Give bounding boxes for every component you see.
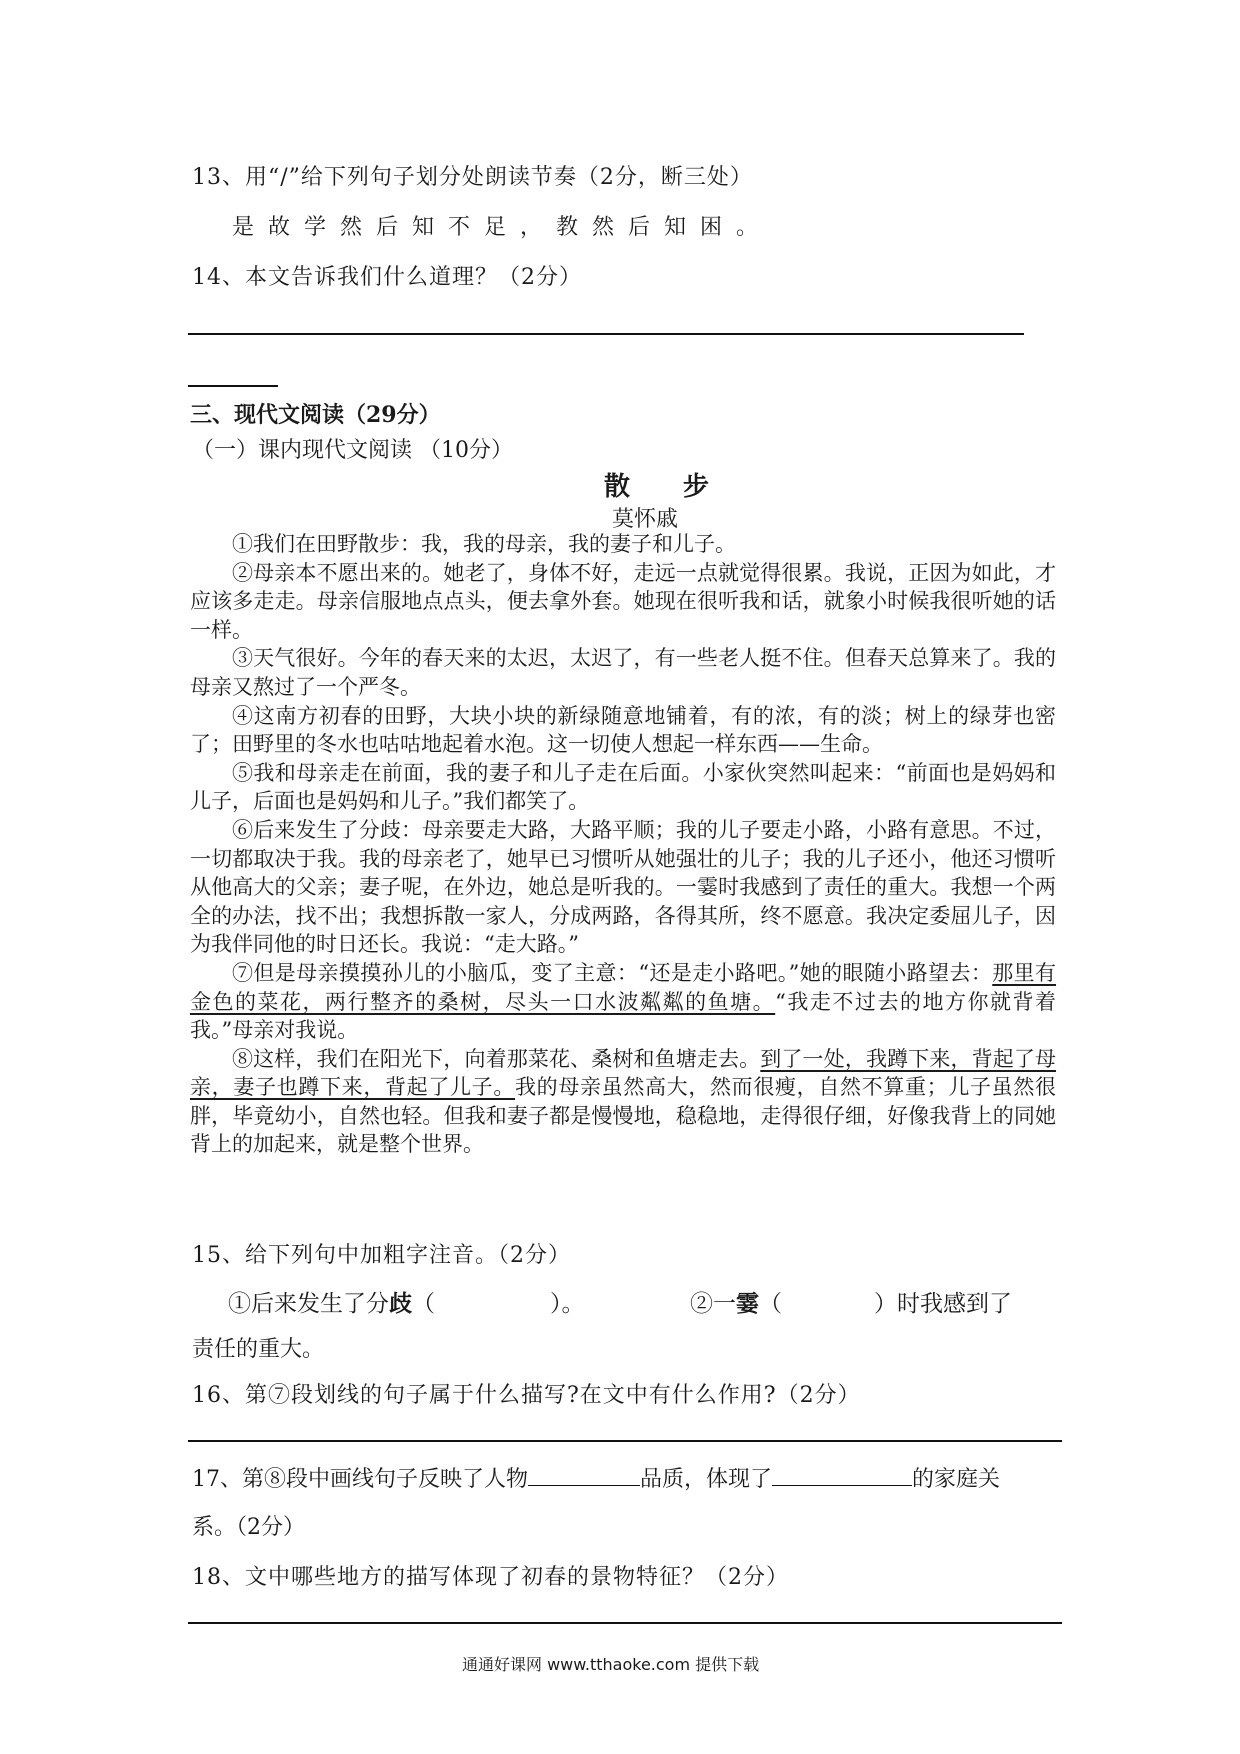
q13-sentence: 是故学然后知不足，教然后知困。 [232,215,773,240]
q17-part-2: 品质，体现了 [640,1467,773,1492]
paragraph-7-underlined-sentence: 那里有金色的菜花，两行整齐的桑树，尽头一口水波粼粼的鱼塘。 [190,960,1057,1014]
paragraph-7-end: “我走不过去的地方你就背着我。”母亲对我说。 [190,989,1056,1043]
paragraph-7-start: ⑦但是母亲摸摸孙儿的小脑瓜，变了主意：“还是走小路吧。”她的眼随小路望去： [232,960,993,985]
section-rule [188,385,278,387]
paragraph-6: ⑥后来发生了分歧：母亲要走大路，大路平顺；我的儿子要走小路，小路有意思。不过，一切都取决于我。我的母亲老了，她早已习惯听从她强壮的儿子；我的儿子还小，他还习惯听从他高大的父亲；妻子呢，在外边，她总是听我的。一霎时我感到了责任的重大。我想一个两全的办法，找不出；我想拆散一家人，分成两路，各得其所，终不愿意。我决定委屈儿子，因为我伴同他的时日还长。我说：“走大路。” [190,817,1056,957]
q15-item-1 [228,1285,585,1318]
paragraph-3: ③天气很好。今年的春天来的太迟，太迟了，有一些老人挺不住。但春天总算来了。我的母亲又熬过了一个严冬。 [190,646,1056,699]
passage-body [190,530,1056,1159]
q15-item-2-text: ②一 [690,1291,736,1317]
q15-item-2-bold-char: 霎 [736,1290,759,1317]
q15-continuation: 责任的重大。 [192,1337,325,1362]
section3-sub: （一）课内现代文阅读 （10分） [192,438,513,463]
q15-prompt: 15、给下列句中加粗字注音。（2分） [192,1243,571,1268]
q18-prompt: 18、文中哪些地方的描写体现了初春的景物特征？（2分） [192,1565,789,1590]
q18-answer-line [188,1622,1062,1624]
q15-item-2-blank: （ ）时我感到了 [759,1291,1012,1317]
paragraph-8-start: ⑧这样，我们在阳光下，向着那菜花、桑树和鱼塘走去。 [232,1046,761,1071]
q14-prompt: 14、本文告诉我们什么道理？（2分） [192,265,582,290]
paragraph-1: ①我们在田野散步：我，我的母亲，我的妻子和儿子。 [232,532,736,556]
paragraph-4: ④这南方初春的田野，大块小块的新绿随意地铺着，有的浓，有的淡；树上的绿芽也密了；田野里的冬水也咕咕地起着水泡。这一切使人想起一样东西——生命。 [190,703,1056,757]
q17-blank-1[interactable] [528,1465,640,1486]
q17-part-1: 17、第⑧段中画线句子反映了人物 [192,1467,528,1492]
paragraph-8 [190,1045,1056,1159]
q17-blank-2[interactable] [772,1465,912,1486]
passage-title: 散 步 [604,472,732,502]
paragraph-8-underlined-sentence: 到了一处，我蹲下来，背起了母亲，妻子也蹲下来，背起了儿子。 [190,1046,1057,1100]
q15-item-2 [690,1285,1012,1318]
q15-item-1-blank: （ ）。 [412,1291,585,1317]
paragraph-2: ②母亲本不愿出来的。她老了，身体不好，走远一点就觉得很累。我说，正因为如此，才应该多走走。母亲信服地点点头，便去拿外套。她现在很听我和话，就象小时候我很听她的话一样。 [190,560,1056,642]
q17-line [192,1462,1000,1493]
q17-part-3: 的家庭关 [912,1467,1001,1492]
q14-answer-line [188,333,1024,335]
passage-author: 莫怀戚 [612,507,679,532]
q16-answer-line [188,1440,1062,1442]
q15-item-1-text: ①后来发生了分 [228,1291,389,1317]
paragraph-7 [190,959,1056,1045]
section3-heading: 三、现代文阅读（29分） [190,402,441,428]
q16-prompt: 16、第⑦段划线的句子属于什么描写?在文中有什么作用?（2分） [192,1383,861,1408]
paragraph-5: ⑤我和母亲走在前面，我的妻子和儿子走在后面。小家伙突然叫起来：“前面也是妈妈和儿子，后面也是妈妈和儿子。”我们都笑了。 [190,760,1056,814]
paragraph-8-end: 我的母亲虽然高大，然而很瘦，自然不算重；儿子虽然很胖，毕竟幼小，自然也轻。但我和妻子都是慢慢地，稳稳地，走得很仔细，好像我背上的同她背上的加起来，就是整个世界。 [190,1075,1056,1157]
q15-item-1-bold-char: 歧 [389,1290,412,1317]
q17-continuation: 系。（2分） [192,1515,305,1540]
page-footer: 通通好课网 www.tthaoke.com 提供下载 [462,1655,760,1674]
q13-prompt: 13、用“/”给下列句子划分处朗读节奏（2分，断三处） [192,165,753,190]
